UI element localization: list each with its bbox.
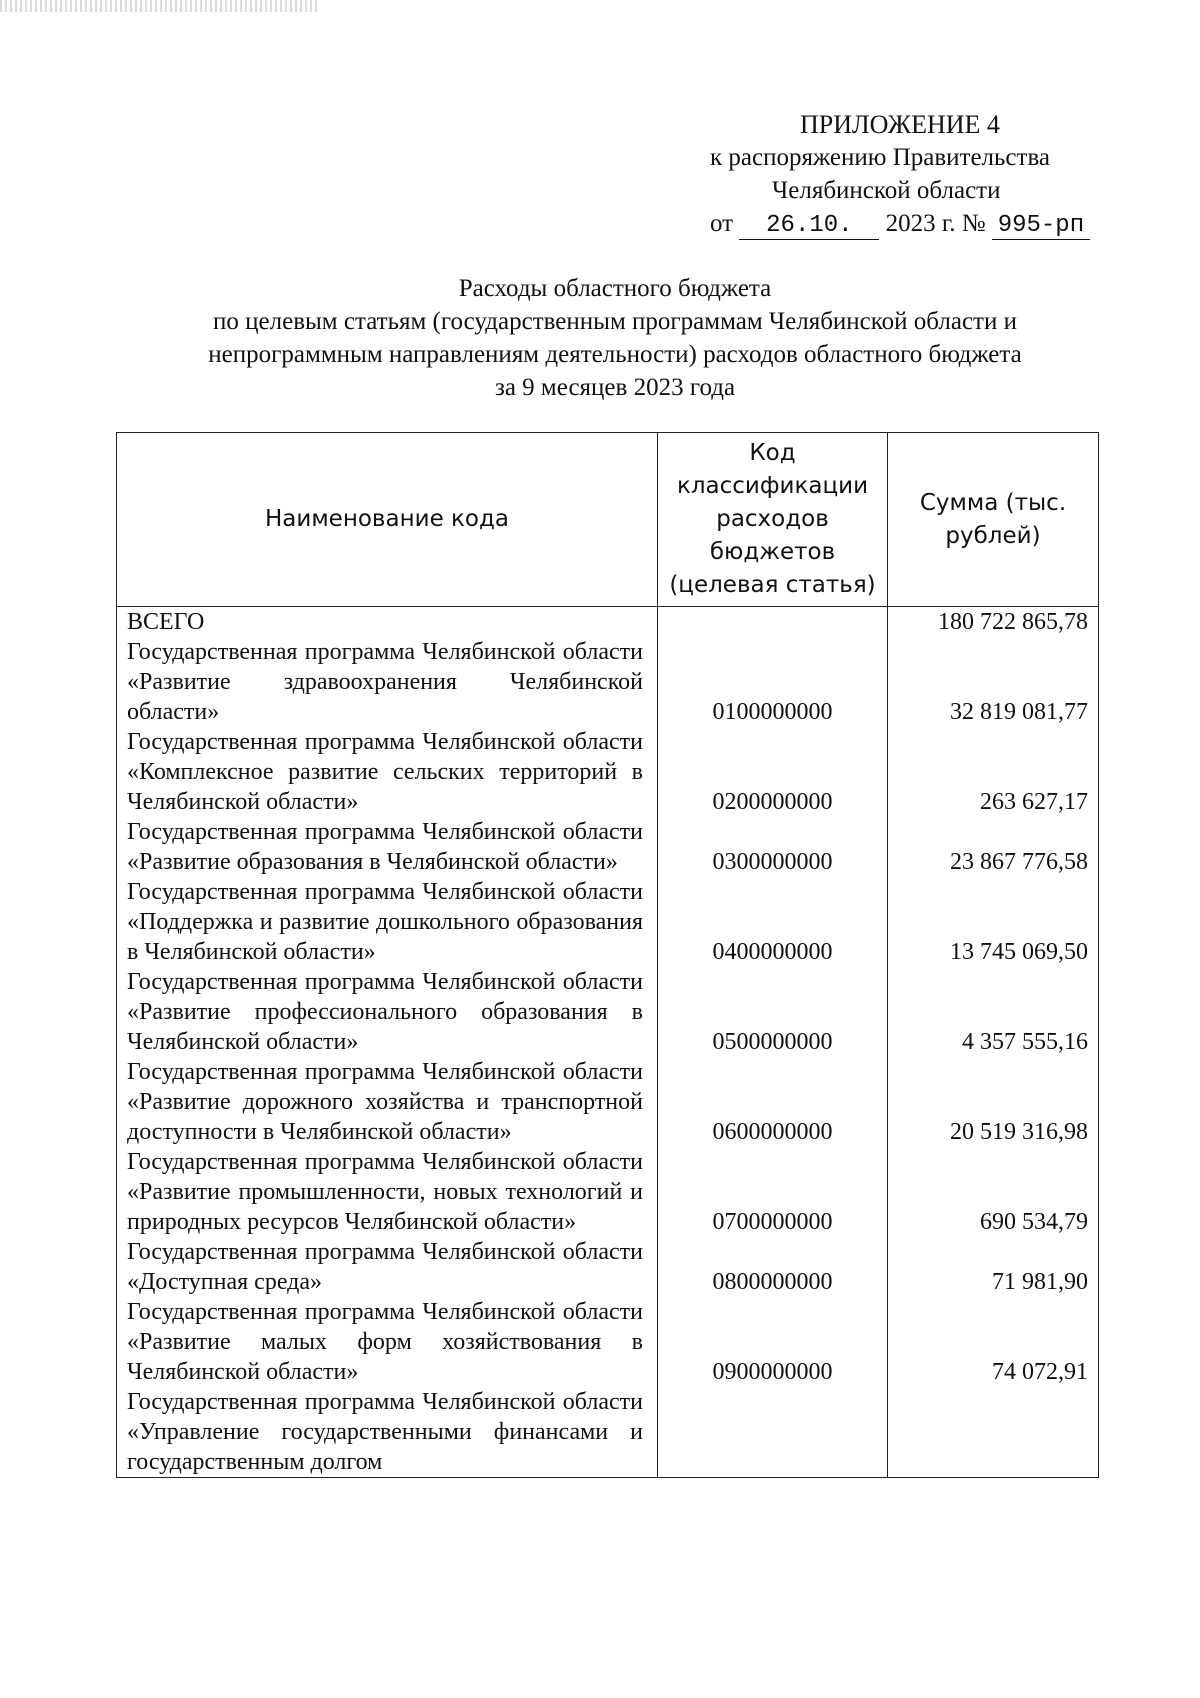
table-row [117, 1297, 1099, 1387]
row-sum: 23 867 776,58 [888, 817, 1099, 877]
table-row [117, 967, 1099, 1057]
row-sum: 690 534,79 [888, 1147, 1099, 1237]
document-title [120, 272, 1110, 404]
table-row [117, 1387, 1099, 1478]
appendix-title: ПРИЛОЖЕНИЕ 4 [800, 110, 1000, 139]
row-name: Государственная программа Челябинской области «Развитие промышленности, новых технологий и природных ресурсов Челябинской области» [117, 1147, 658, 1237]
row-sum: 13 745 069,50 [888, 877, 1099, 967]
title-line: по целевым статьям (государственным программам Челябинской области и [213, 308, 1017, 335]
appendix-line-region: Челябинской области [772, 177, 1001, 204]
row-name: Государственная программа Челябинской области «Развитие дорожного хозяйства и транспортной доступности в Челябинской области» [117, 1057, 658, 1147]
row-name: Государственная программа Челябинской области «Доступная среда» [117, 1237, 658, 1297]
row-code: 0900000000 [658, 1297, 888, 1387]
table-row [117, 877, 1099, 967]
row-name: Государственная программа Челябинской области «Поддержка и развитие дошкольного образования в Челябинской области» [117, 877, 658, 967]
row-code: 0500000000 [658, 967, 888, 1057]
table-row [117, 637, 1099, 727]
row-sum: 20 519 316,98 [888, 1057, 1099, 1147]
appendix-date: 26.10. [739, 213, 879, 240]
row-code [658, 1387, 888, 1478]
appendix-line-date [700, 207, 1120, 240]
title-line: непрограммным направлениям деятельности) расходов областного бюджета [208, 341, 1022, 368]
row-sum: 32 819 081,77 [888, 637, 1099, 727]
row-name: Государственная программа Челябинской области «Развитие малых форм хозяйствования в Челябинской области» [117, 1297, 658, 1387]
row-name: Государственная программа Челябинской области «Управление государственными финансами и государственным долгом [117, 1387, 658, 1478]
row-code [658, 607, 888, 638]
row-sum: 180 722 865,78 [888, 607, 1099, 638]
header-code: Код классификации расходов бюджетов (целевая статья) [658, 433, 888, 607]
table-row [117, 817, 1099, 877]
budget-table [116, 432, 1099, 1478]
row-name: Государственная программа Челябинской области «Развитие образования в Челябинской области» [117, 817, 658, 877]
row-name: Государственная программа Челябинской области «Комплексное развитие сельских территорий в Челябинской области» [117, 727, 658, 817]
table-row [117, 1057, 1099, 1147]
scan-artifact [0, 0, 320, 12]
table-row [117, 1147, 1099, 1237]
table-row-total [117, 607, 1099, 638]
row-code: 0200000000 [658, 727, 888, 817]
row-code: 0700000000 [658, 1147, 888, 1237]
appendix-number: 995-рп [992, 213, 1090, 240]
row-name: ВСЕГО [117, 607, 658, 638]
row-sum: 74 072,91 [888, 1297, 1099, 1387]
row-name: Государственная программа Челябинской области «Развитие профессионального образования в Челябинской области» [117, 967, 658, 1057]
appendix-from-prefix: от [710, 210, 734, 237]
row-code: 0300000000 [658, 817, 888, 877]
table-header-row [117, 433, 1099, 607]
header-sum: Сумма (тыс. рублей) [888, 433, 1099, 607]
row-code: 0600000000 [658, 1057, 888, 1147]
appendix-line-order: к распоряжению Правительства [710, 144, 1051, 171]
row-code: 0100000000 [658, 637, 888, 727]
row-sum: 263 627,17 [888, 727, 1099, 817]
row-sum: 4 357 555,16 [888, 967, 1099, 1057]
table-row [117, 727, 1099, 817]
row-sum [888, 1387, 1099, 1478]
table-row [117, 1237, 1099, 1297]
row-name: Государственная программа Челябинской области «Развитие здравоохранения Челябинской области» [117, 637, 658, 727]
title-line: Расходы областного бюджета [458, 275, 772, 302]
title-line: за 9 месяцев 2023 года [494, 374, 736, 401]
header-name: Наименование кода [117, 433, 658, 607]
row-sum: 71 981,90 [888, 1237, 1099, 1297]
appendix-year: 2023 г. № [885, 210, 986, 237]
appendix-header [700, 108, 1120, 240]
row-code: 0400000000 [658, 877, 888, 967]
row-code: 0800000000 [658, 1237, 888, 1297]
